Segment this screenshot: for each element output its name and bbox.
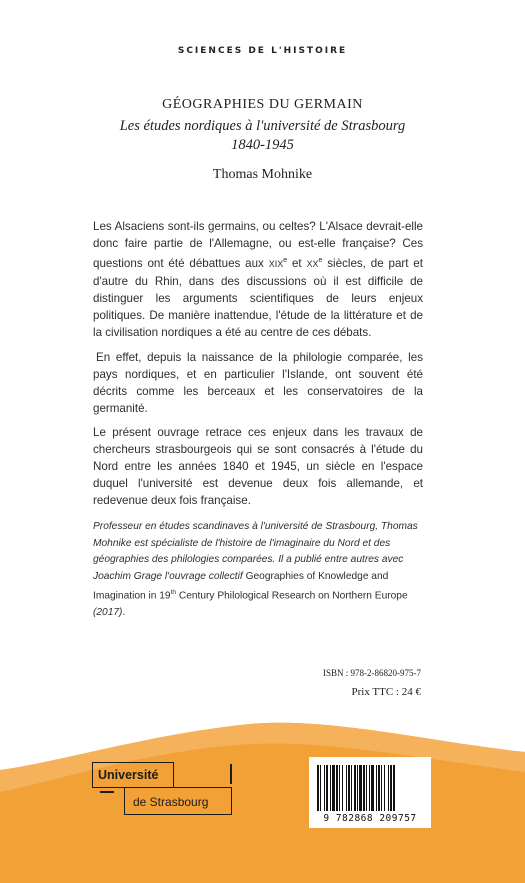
barcode-bar bbox=[357, 765, 358, 811]
barcode-bar bbox=[388, 765, 389, 811]
summary-paragraph-1: Les Alsaciens sont-ils germains, ou celtes? L'Alsace devrait-elle donc faire partie de l'Allemagne, ou est-elle française? Ces questions ont été débattues aux XIXe et XXe siècles, de part et d'autre du Rhin, dans des discussions où il est difficile de distinguer les arguments scientifiques de leurs enjeux politiques. De manière inattendue, l'étude de la littérature et de la civilisation nordiques a été au centre de ces débats. bbox=[93, 220, 423, 340]
barcode-bar bbox=[320, 765, 321, 811]
logo-rule-right bbox=[230, 764, 232, 784]
barcode-bar bbox=[369, 765, 370, 811]
barcode-bar bbox=[336, 765, 338, 811]
band-wave-decoration bbox=[0, 712, 525, 883]
barcode-bar bbox=[348, 765, 350, 811]
book-title: GÉOGRAPHIES DU GERMAIN bbox=[162, 97, 363, 112]
barcode-bar bbox=[351, 765, 352, 811]
barcode-bar bbox=[324, 765, 325, 811]
orange-band bbox=[0, 712, 525, 883]
isbn-label: ISBN : 978-2-86820-975-7 bbox=[323, 668, 421, 678]
barcode-bar bbox=[339, 765, 340, 811]
series-label: SCIENCES DE L'HISTOIRE bbox=[177, 46, 348, 56]
logo-line-1: Université bbox=[92, 762, 174, 788]
price-label: Prix TTC : 24 € bbox=[351, 686, 421, 698]
barcode-bar bbox=[390, 765, 392, 811]
logo-rule-left bbox=[100, 791, 114, 793]
barcode-bar bbox=[371, 765, 374, 811]
university-logo bbox=[92, 762, 234, 820]
barcode-bar bbox=[381, 765, 382, 811]
barcode-bar bbox=[354, 765, 356, 811]
summary-paragraph-2: En effet, depuis la naissance de la philologie comparée, les pays nordiques, et en particulier l'Islande, ont souvent été décrits comme les berceaux et les conservatoires de la germanité. bbox=[93, 350, 423, 415]
summary-paragraph-3: Le présent ouvrage retrace ces enjeux dans les travaux de chercheurs strasbourgeois qui se sont consacrés à l'étude du Nord entre les années 1840 et 1945, un siècle en l'espace duquel l'université est devenue deux fois allemande, et redevenue deux fois française. bbox=[93, 425, 423, 508]
barcode-bar bbox=[393, 765, 395, 811]
summary-text bbox=[93, 218, 423, 516]
barcode-bar bbox=[332, 765, 335, 811]
barcode-bar bbox=[326, 765, 328, 811]
barcode-bar bbox=[366, 765, 367, 811]
barcode-bars bbox=[317, 765, 423, 811]
barcode-bar bbox=[317, 765, 319, 811]
barcode-bar bbox=[342, 765, 343, 811]
barcode bbox=[309, 757, 431, 828]
barcode-bar bbox=[378, 765, 380, 811]
logo-line-2: de Strasbourg bbox=[124, 787, 232, 815]
book-subtitle: Les études nordiques à l'université de Strasbourg bbox=[119, 118, 406, 134]
author-bio: Professeur en études scandinaves à l'université de Strasbourg, Thomas Mohnike est spécialiste de l'histoire de l'imaginaire du Nord et des géographies des philologies comparées. Il a publié entre autres avec Joachim Grage l'ouvrage collectif Geographies of Knowledge and Imagination in 19th Century Philological Research on Northern Europe (2017). bbox=[93, 521, 418, 619]
book-years: 1840-1945 bbox=[231, 137, 294, 153]
barcode-digits: 9 782868 209757 bbox=[323, 813, 417, 824]
barcode-bar bbox=[359, 765, 362, 811]
author-name: Thomas Mohnike bbox=[212, 167, 313, 182]
barcode-bar bbox=[376, 765, 377, 811]
barcode-bar bbox=[384, 765, 385, 811]
barcode-bar bbox=[330, 765, 331, 811]
barcode-bar bbox=[363, 765, 365, 811]
barcode-bar bbox=[346, 765, 347, 811]
